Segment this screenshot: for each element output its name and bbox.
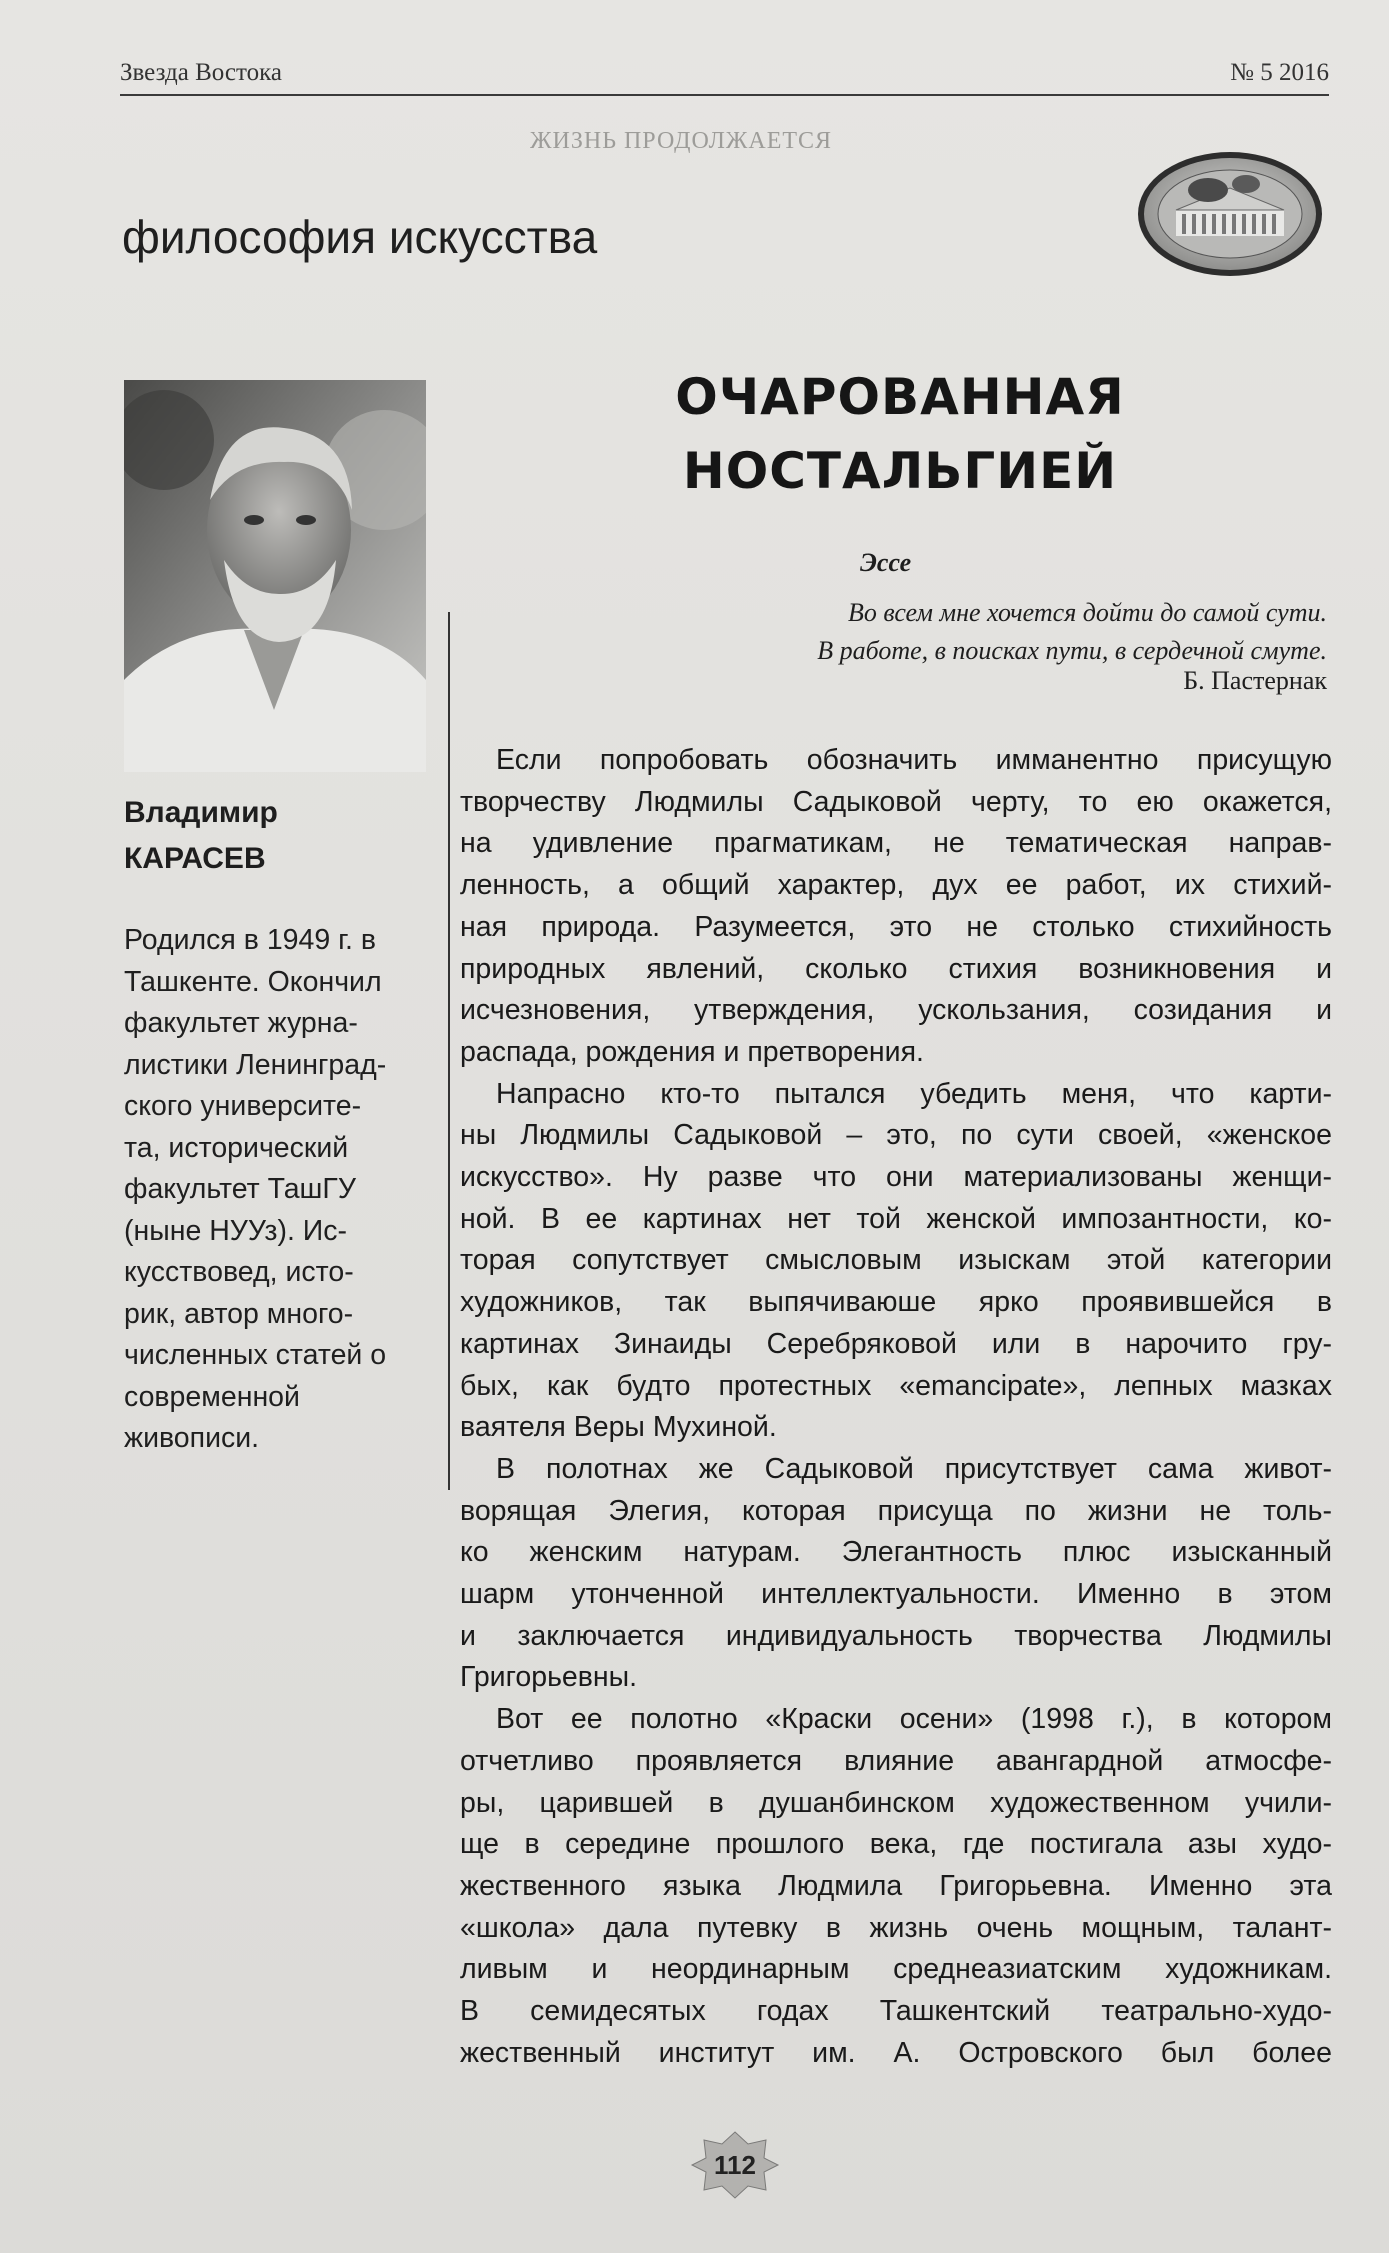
bio-line: рик, автор много-: [124, 1297, 354, 1330]
epigraph-line: В работе, в поисках пути, в сердечной смуте.: [817, 636, 1327, 665]
body-line: ливым и неординарным среднеазиатским художникам.: [460, 1953, 1332, 1986]
body-line: творчеству Людмилы Садыковой черту, то ею окажется,: [460, 785, 1332, 818]
body-line: ко женским натурам. Элегантность плюс изысканный: [460, 1536, 1332, 1569]
body-line: ная природа. Разумеется, это не столько стихийность: [460, 910, 1332, 943]
body-line: ворящая Элегия, которая присуща по жизни не толь-: [460, 1494, 1332, 1527]
title-line: ОЧАРОВАННАЯ: [675, 368, 1125, 426]
genre-label: Эссе: [860, 548, 912, 577]
author-photo: [124, 380, 426, 772]
column-rule: [448, 612, 450, 1490]
body-line: жественный институт им. А. Островского был более: [460, 2036, 1332, 2069]
body-line: картинах Зинаиды Серебряковой или в нарочито гру-: [460, 1327, 1332, 1360]
bio-line: живописи.: [124, 1422, 260, 1454]
epigraph-line: Во всем мне хочется дойти до самой сути.: [848, 598, 1327, 627]
author-name: [124, 790, 278, 882]
bio-line: современной: [124, 1380, 300, 1413]
section-rubric: философия искусства: [122, 211, 598, 263]
page-number-badge: [690, 2130, 780, 2200]
bio-line: Родился в 1949 г. в: [124, 924, 377, 956]
body-line: Григорьевны.: [460, 1661, 638, 1694]
body-line: исчезновения, утверждения, ускользания, созидания и: [460, 994, 1332, 1027]
body-line: отчетливо проявляется влияние авангардной атмосфе-: [460, 1744, 1332, 1777]
body-line: торая сопутствует смысловым изыскам этой категории: [460, 1244, 1332, 1277]
body-line: ры, царившей в душанбинском художественном учили-: [460, 1786, 1332, 1819]
author-bio: [124, 920, 434, 1460]
body-line: ще в середине прошлого века, где постигала азы худо-: [460, 1828, 1332, 1861]
body-line: Если попробовать обозначить имманентно присущую: [496, 744, 1332, 776]
body-line: Напрасно кто-то пытался убедить меня, что карти-: [496, 1077, 1332, 1110]
author-last-name: КАРАСЕВ: [124, 842, 266, 875]
bio-line: ского университе-: [124, 1090, 362, 1122]
epigraph: [567, 594, 1327, 670]
header-rule: [120, 94, 1329, 96]
body-line: на удивление прагматикам, не тематическая направ-: [460, 827, 1332, 860]
bio-line: факультет ТашГУ: [124, 1173, 356, 1205]
body-line: В полотнах же Садыковой присутствует сама живот-: [496, 1452, 1332, 1485]
bio-line: Ташкенте. Окончил: [124, 965, 382, 998]
running-header: [120, 55, 1329, 97]
emblem-icon: [1136, 150, 1324, 278]
bio-line: та, исторический: [124, 1131, 349, 1164]
body-line: природных явлений, сколько стихия возникновения и: [460, 952, 1332, 985]
journal-name: Звезда Востока: [120, 59, 282, 86]
bio-line: факультет журна-: [124, 1007, 358, 1039]
body-line: В семидесятых годах Ташкентский театрально-худо-: [460, 1995, 1332, 2028]
body-line: ваятеля Веры Мухиной.: [460, 1411, 777, 1444]
page-number: 112: [714, 2150, 756, 2180]
body-line: ной. В ее картинах нет той женской импозантности, ко-: [460, 1202, 1332, 1235]
article-body: [460, 740, 1332, 2075]
bio-line: численных статей о: [124, 1339, 387, 1371]
article-title: [640, 360, 1160, 508]
body-line: художников, так выпячиваюше ярко проявившейся в: [460, 1286, 1332, 1319]
epigraph-author: Б. Пастернак: [1183, 666, 1327, 695]
body-line: «школа» дала путевку в жизнь очень мощным, талант-: [460, 1911, 1332, 1944]
body-line: ны Людмилы Садыковой – это, по сути своей, «женское: [460, 1119, 1332, 1152]
bio-line: (ныне НУУз). Ис-: [124, 1214, 348, 1247]
body-line: искусство». Ну разве что они материализованы женщи-: [460, 1161, 1332, 1194]
body-line: ленность, а общий характер, дух ее работ, их стихий-: [460, 869, 1332, 902]
bio-line: кусствовед, исто-: [124, 1256, 354, 1288]
title-line: НОСТАЛЬГИЕЙ: [682, 442, 1118, 500]
body-line: и заключается индивидуальность творчества Людмилы: [460, 1619, 1332, 1652]
body-line: Вот ее полотно «Краски осени» (1998 г.), в котором: [496, 1703, 1332, 1736]
body-line: бых, как будто протестных «emancipate», лепных мазках: [460, 1369, 1332, 1402]
body-line: шарм утонченной интеллектуальности. Именно в этом: [460, 1578, 1332, 1611]
body-line: распада, рождения и претворения.: [460, 1035, 924, 1068]
bleed-through-heading: ЖИЗНЬ ПРОДОЛЖАЕТСЯ: [530, 128, 833, 154]
body-line: жественного языка Людмила Григорьевна. Именно эта: [460, 1869, 1332, 1902]
author-first-name: Владимир: [124, 796, 278, 829]
bio-line: листики Ленинград-: [124, 1048, 387, 1081]
issue-number: № 5 2016: [1230, 59, 1329, 86]
